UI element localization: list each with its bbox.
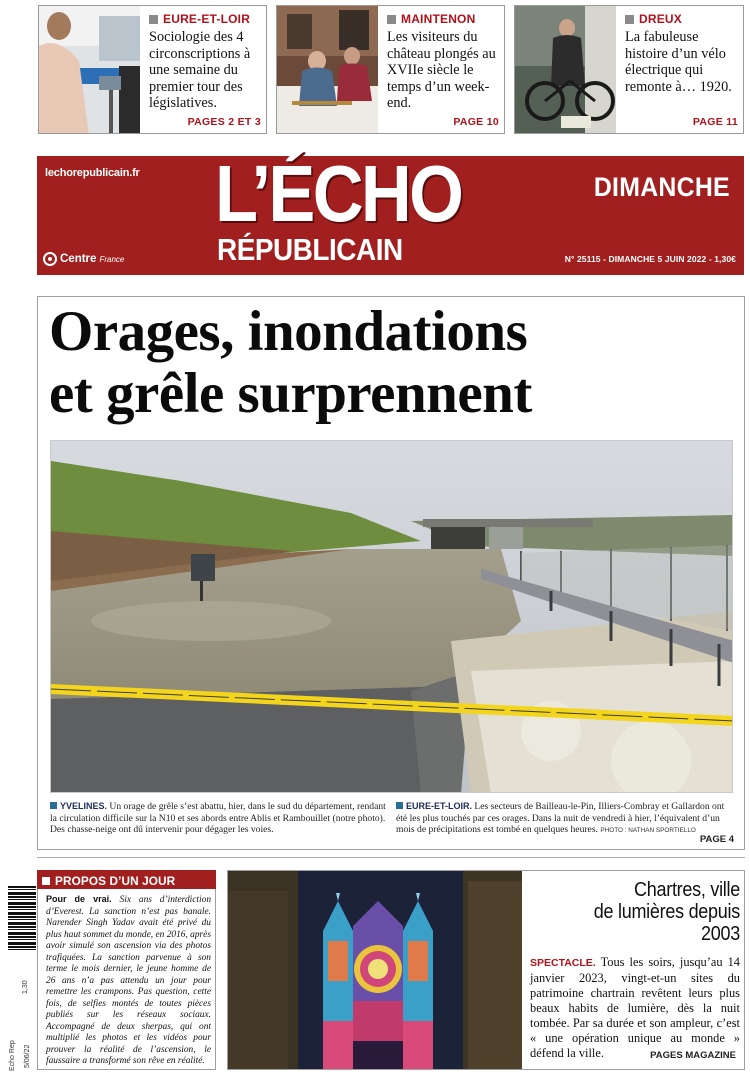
teaser-body: Sociologie des 4 circonscriptions à une semaine du premier tour des législatives.: [149, 29, 251, 111]
teaser-kicker: MAINTENON: [387, 12, 498, 26]
teaser-photo-chateau: [277, 6, 378, 133]
chartres-title: Chartres, ville de lumières depuis 2003: [593, 879, 740, 945]
teaser-page-ref[interactable]: PAGE 10: [453, 116, 499, 128]
sidebar-price: 1,30: [22, 980, 29, 994]
teaser-photo-bicycle: [515, 6, 616, 133]
caption-eure-et-loir: EURE-ET-LOIR. Les secteurs de Bailleau-le-Pin, Illiers-Combray et Gallardon ont été les plus touchés par ces orages. Dans la nuit de vendredi à hier, l’équivalent d’un mois de précipitations est tombé en quelques heures. PHOTO : NATHAN SPORTIELLO: [396, 801, 725, 835]
centre-france-icon: [43, 252, 57, 266]
main-headline: Orages, inondations et grêle surprennent: [49, 300, 532, 425]
teaser-kicker: EURE-ET-LOIR: [149, 12, 260, 26]
teaser-kicker: DREUX: [625, 12, 737, 26]
teaser-page-ref[interactable]: PAGE 11: [692, 116, 738, 128]
teaser-maintenon[interactable]: [276, 5, 505, 134]
chartres-page-ref[interactable]: PAGES MAGAZINE: [650, 1050, 736, 1061]
newspaper-logo: L’ÉCHO: [215, 149, 462, 238]
edition-label: DIMANCHE: [593, 172, 730, 202]
barcode-area: [8, 886, 36, 1076]
flood-photo: [50, 440, 733, 793]
main-story[interactable]: [37, 296, 745, 850]
teaser-dreux[interactable]: [514, 5, 744, 134]
main-page-ref[interactable]: PAGE 4: [699, 834, 734, 845]
photo-credit: PHOTO : NATHAN SPORTIELLO: [600, 827, 696, 834]
section-divider: [37, 857, 745, 858]
chartres-body: SPECTACLE. Tous les soirs, jusqu’au 14 janvier 2023, vingt-et-un sites du patrimoine chartrain revêtent leurs plus beaux habits de lumière, dès la nuit tombée. Par sa durée et son ampleur, c’est « une opération unique au monde » défend la ville.: [530, 955, 741, 1060]
teaser-body: Les visiteurs du château plongés au XVIIe siècle le temps d’un week-end.: [387, 29, 496, 111]
teaser-eure-et-loir[interactable]: [38, 5, 267, 134]
newspaper-logo-subtitle: RÉPUBLICAIN: [217, 232, 403, 267]
propos-text: Pour de vrai. Six ans d’interdiction d’Everest. La sanction n’est pas banale. Narender Singh Yadav avait été privé du plus haut sommet du monde, en 2016, après avoir simulé son ascension via des photos trafiquées. La sanction parvenue à son terme le mois dernier, le jeune homme de 26 ans n’a pas attendu un jour pour remettre les crampons. Pas question, cette fois, de selfies montés de toutes pièces publiés sur les réseaux sociaux. Accompagné de deux sherpas, qui ont multiplié les photos et les vidéos pour prouver la réalité de l’ascension, le faussaire a transformé son rêve en réalité.: [46, 894, 212, 1066]
square-bullet-icon: [50, 802, 57, 809]
square-bullet-icon: [625, 15, 634, 24]
square-bullet-icon: [149, 15, 158, 24]
chartres-story[interactable]: [227, 870, 745, 1070]
site-url[interactable]: lechorepublicain.fr: [45, 167, 140, 179]
barcode-icon: [8, 886, 36, 952]
teaser-body: La fabuleuse histoire d’un vélo électrique qui remonte à… 1920.: [625, 29, 732, 95]
caption-yvelines: YVELINES. Un orage de grêle s’est abattu, hier, dans le sud du département, rendant la circulation difficile sur la N10 et ses abords entre Ablis et Rambouillet (notre photo). Des chasse-neige ont dû intervenir pour dégager les voies.: [50, 801, 386, 835]
teaser-photo-voting: [39, 6, 140, 133]
masthead: [37, 149, 744, 275]
sidebar-date: 5/06/22: [24, 1044, 31, 1068]
square-bullet-icon: [42, 877, 50, 885]
propos-header: PROPOS D’UN JOUR: [37, 870, 216, 889]
propos-du-jour[interactable]: [37, 870, 216, 1070]
teaser-page-ref[interactable]: PAGES 2 ET 3: [187, 116, 261, 128]
sidebar-paper-name: Echo Rep: [9, 1040, 16, 1071]
publisher-logo: Centre France: [43, 252, 124, 266]
square-bullet-icon: [387, 15, 396, 24]
issue-info: N° 25115 - DIMANCHE 5 JUIN 2022 - 1,30€: [564, 254, 736, 264]
square-bullet-icon: [396, 802, 403, 809]
cathedral-photo: [228, 871, 522, 1069]
